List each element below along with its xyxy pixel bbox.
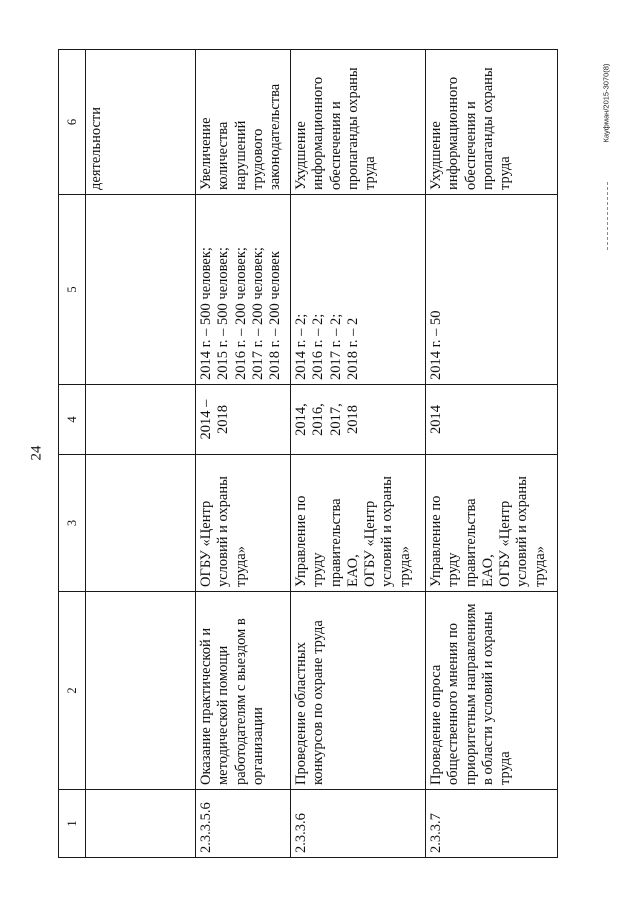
- item-number: 2.3.3.5.6: [198, 802, 214, 853]
- cell-text-line: обеспечения и: [462, 101, 479, 190]
- cell-text-line: Управление по: [428, 495, 444, 587]
- cell-text-line: труда: [362, 156, 379, 190]
- cell-text-line: ЕАО,: [479, 554, 496, 587]
- cell-text-line: Проведение опроса: [428, 664, 444, 785]
- cell-text-line: информационного: [310, 76, 327, 190]
- column-number-cell: [59, 49, 86, 194]
- executor-cell: [86, 454, 196, 591]
- cell-text-line: труду: [310, 552, 327, 587]
- cell-text-line: ОГБУ «Центр: [198, 500, 214, 587]
- executor-cell: [196, 454, 291, 591]
- cell-text-line: работодателям с выездом в: [232, 618, 249, 785]
- cell-text-line: труда: [497, 751, 514, 785]
- cell-text-line: труда»: [232, 546, 249, 587]
- document-code: Кауфман/2015-3070(8): [601, 63, 611, 143]
- cell-text-line: ОГБУ «Центр: [362, 500, 379, 587]
- column-number-cell: [59, 194, 86, 384]
- column-number: 3: [65, 519, 79, 527]
- cell-text-line: 2016 г. – 200 человек;: [232, 247, 249, 380]
- cell-text-line: Увеличение: [198, 117, 214, 190]
- cell-text-line: труда»: [531, 546, 548, 587]
- cell-text-line: Ухудшение: [428, 121, 444, 190]
- cell-text-line: нарушений: [232, 120, 249, 190]
- cell-text-line: 2018: [344, 405, 361, 434]
- item-number: 2.3.3.7: [428, 813, 444, 853]
- column-number-cell: [59, 789, 86, 857]
- cell-text-line: 2014,: [293, 403, 309, 436]
- cell-text-line: 2018 г. – 2: [344, 317, 361, 380]
- executor-cell: [291, 454, 426, 591]
- cell-text-line: Управление по: [293, 495, 309, 587]
- cell-text-line: труда: [497, 156, 514, 190]
- item-number: 2.3.3.6: [293, 813, 309, 853]
- cell-text-line: законодательства: [267, 83, 284, 190]
- cell-text-line: 2017 г. – 200 человек;: [249, 247, 266, 380]
- cell-text-line: обеспечения и: [327, 101, 344, 190]
- activities-table: [58, 49, 558, 858]
- activity-cell: [291, 591, 426, 789]
- cell-text-line: общественного мнения по: [445, 623, 462, 785]
- column-number: 2: [65, 687, 79, 694]
- item-number-cell: [86, 789, 196, 857]
- activity-cell: [426, 591, 558, 789]
- cell-text-line: информационного: [445, 76, 462, 190]
- term-cell: [196, 384, 291, 454]
- cell-text-line: приоритетным направлениям: [462, 603, 479, 785]
- cell-text-line: правительства: [327, 498, 344, 587]
- activity-cell: [196, 591, 291, 789]
- page-number: 24: [28, 445, 45, 461]
- cell-text-line: Ухудшение: [293, 121, 309, 190]
- column-number: 6: [65, 118, 79, 126]
- column-number: 4: [65, 416, 79, 423]
- executor-cell: [426, 454, 558, 591]
- cell-text-line: пропаганды охраны: [479, 67, 496, 190]
- cell-text-line: 2018 г. – 200 человек: [267, 251, 284, 380]
- cell-text-line: организации: [249, 707, 266, 785]
- item-number-cell: [426, 789, 558, 857]
- margin-dash-mark: [607, 182, 608, 250]
- cell-text-line: 2014 г. – 500 человек;: [198, 247, 214, 380]
- target-value-cell: [426, 194, 558, 384]
- column-number-cell: [59, 384, 86, 454]
- consequence-cell: [426, 49, 558, 194]
- cell-text-line: 2014 –: [198, 399, 214, 440]
- cell-text-line: 2015 г. – 500 человек;: [215, 247, 232, 380]
- cell-text-line: трудового: [249, 128, 266, 190]
- cell-text-line: 2017 г. – 2;: [327, 313, 344, 380]
- cell-text-line: 2016,: [310, 403, 327, 436]
- column-number: 5: [65, 286, 79, 293]
- cell-text-line: конкурсов по охране труда: [310, 620, 327, 785]
- term-cell: [291, 384, 426, 454]
- consequence-cell: [196, 49, 291, 194]
- cell-text-line: 2016 г. – 2;: [310, 313, 327, 380]
- cell-text-line: ЕАО,: [344, 554, 361, 587]
- column-number-cell: [59, 454, 86, 591]
- cell-text-line: 2018: [215, 405, 232, 434]
- consequence-cell: [86, 49, 196, 194]
- cell-text-line: условий и охраны: [514, 476, 531, 587]
- cell-text-line: 2014: [428, 405, 444, 434]
- target-value-cell: [291, 194, 426, 384]
- cell-text-line: методической помощи: [215, 645, 232, 785]
- cell-text-line: 2014 г. – 50: [428, 310, 444, 380]
- cell-text-line: 2014 г. – 2;: [293, 313, 309, 380]
- item-number-cell: [291, 789, 426, 857]
- term-cell: [426, 384, 558, 454]
- item-number-cell: [196, 789, 291, 857]
- column-number: 1: [65, 820, 79, 827]
- activity-cell: [86, 591, 196, 789]
- cell-text-line: 2017,: [327, 403, 344, 436]
- column-number-cell: [59, 591, 86, 789]
- cell-text-line: Проведение областных: [293, 642, 309, 785]
- cell-text-line: количества: [215, 121, 232, 190]
- term-cell: [86, 384, 196, 454]
- cell-text-line: в области условий и охраны: [479, 611, 496, 785]
- cell-text-line: пропаганды охраны: [344, 67, 361, 190]
- cell-text-line: Оказание практической и: [198, 627, 214, 785]
- target-value-cell: [196, 194, 291, 384]
- target-value-cell: [86, 194, 196, 384]
- cell-text-line: условий и охраны: [379, 476, 396, 587]
- cell-text-line: условий и охраны: [215, 476, 232, 587]
- cell-text-line: деятельности: [88, 106, 104, 190]
- cell-text-line: правительства: [462, 498, 479, 587]
- cell-text-line: ОГБУ «Центр: [497, 500, 514, 587]
- cell-text-line: труда»: [396, 546, 413, 587]
- cell-text-line: труду: [445, 552, 462, 587]
- consequence-cell: [291, 49, 426, 194]
